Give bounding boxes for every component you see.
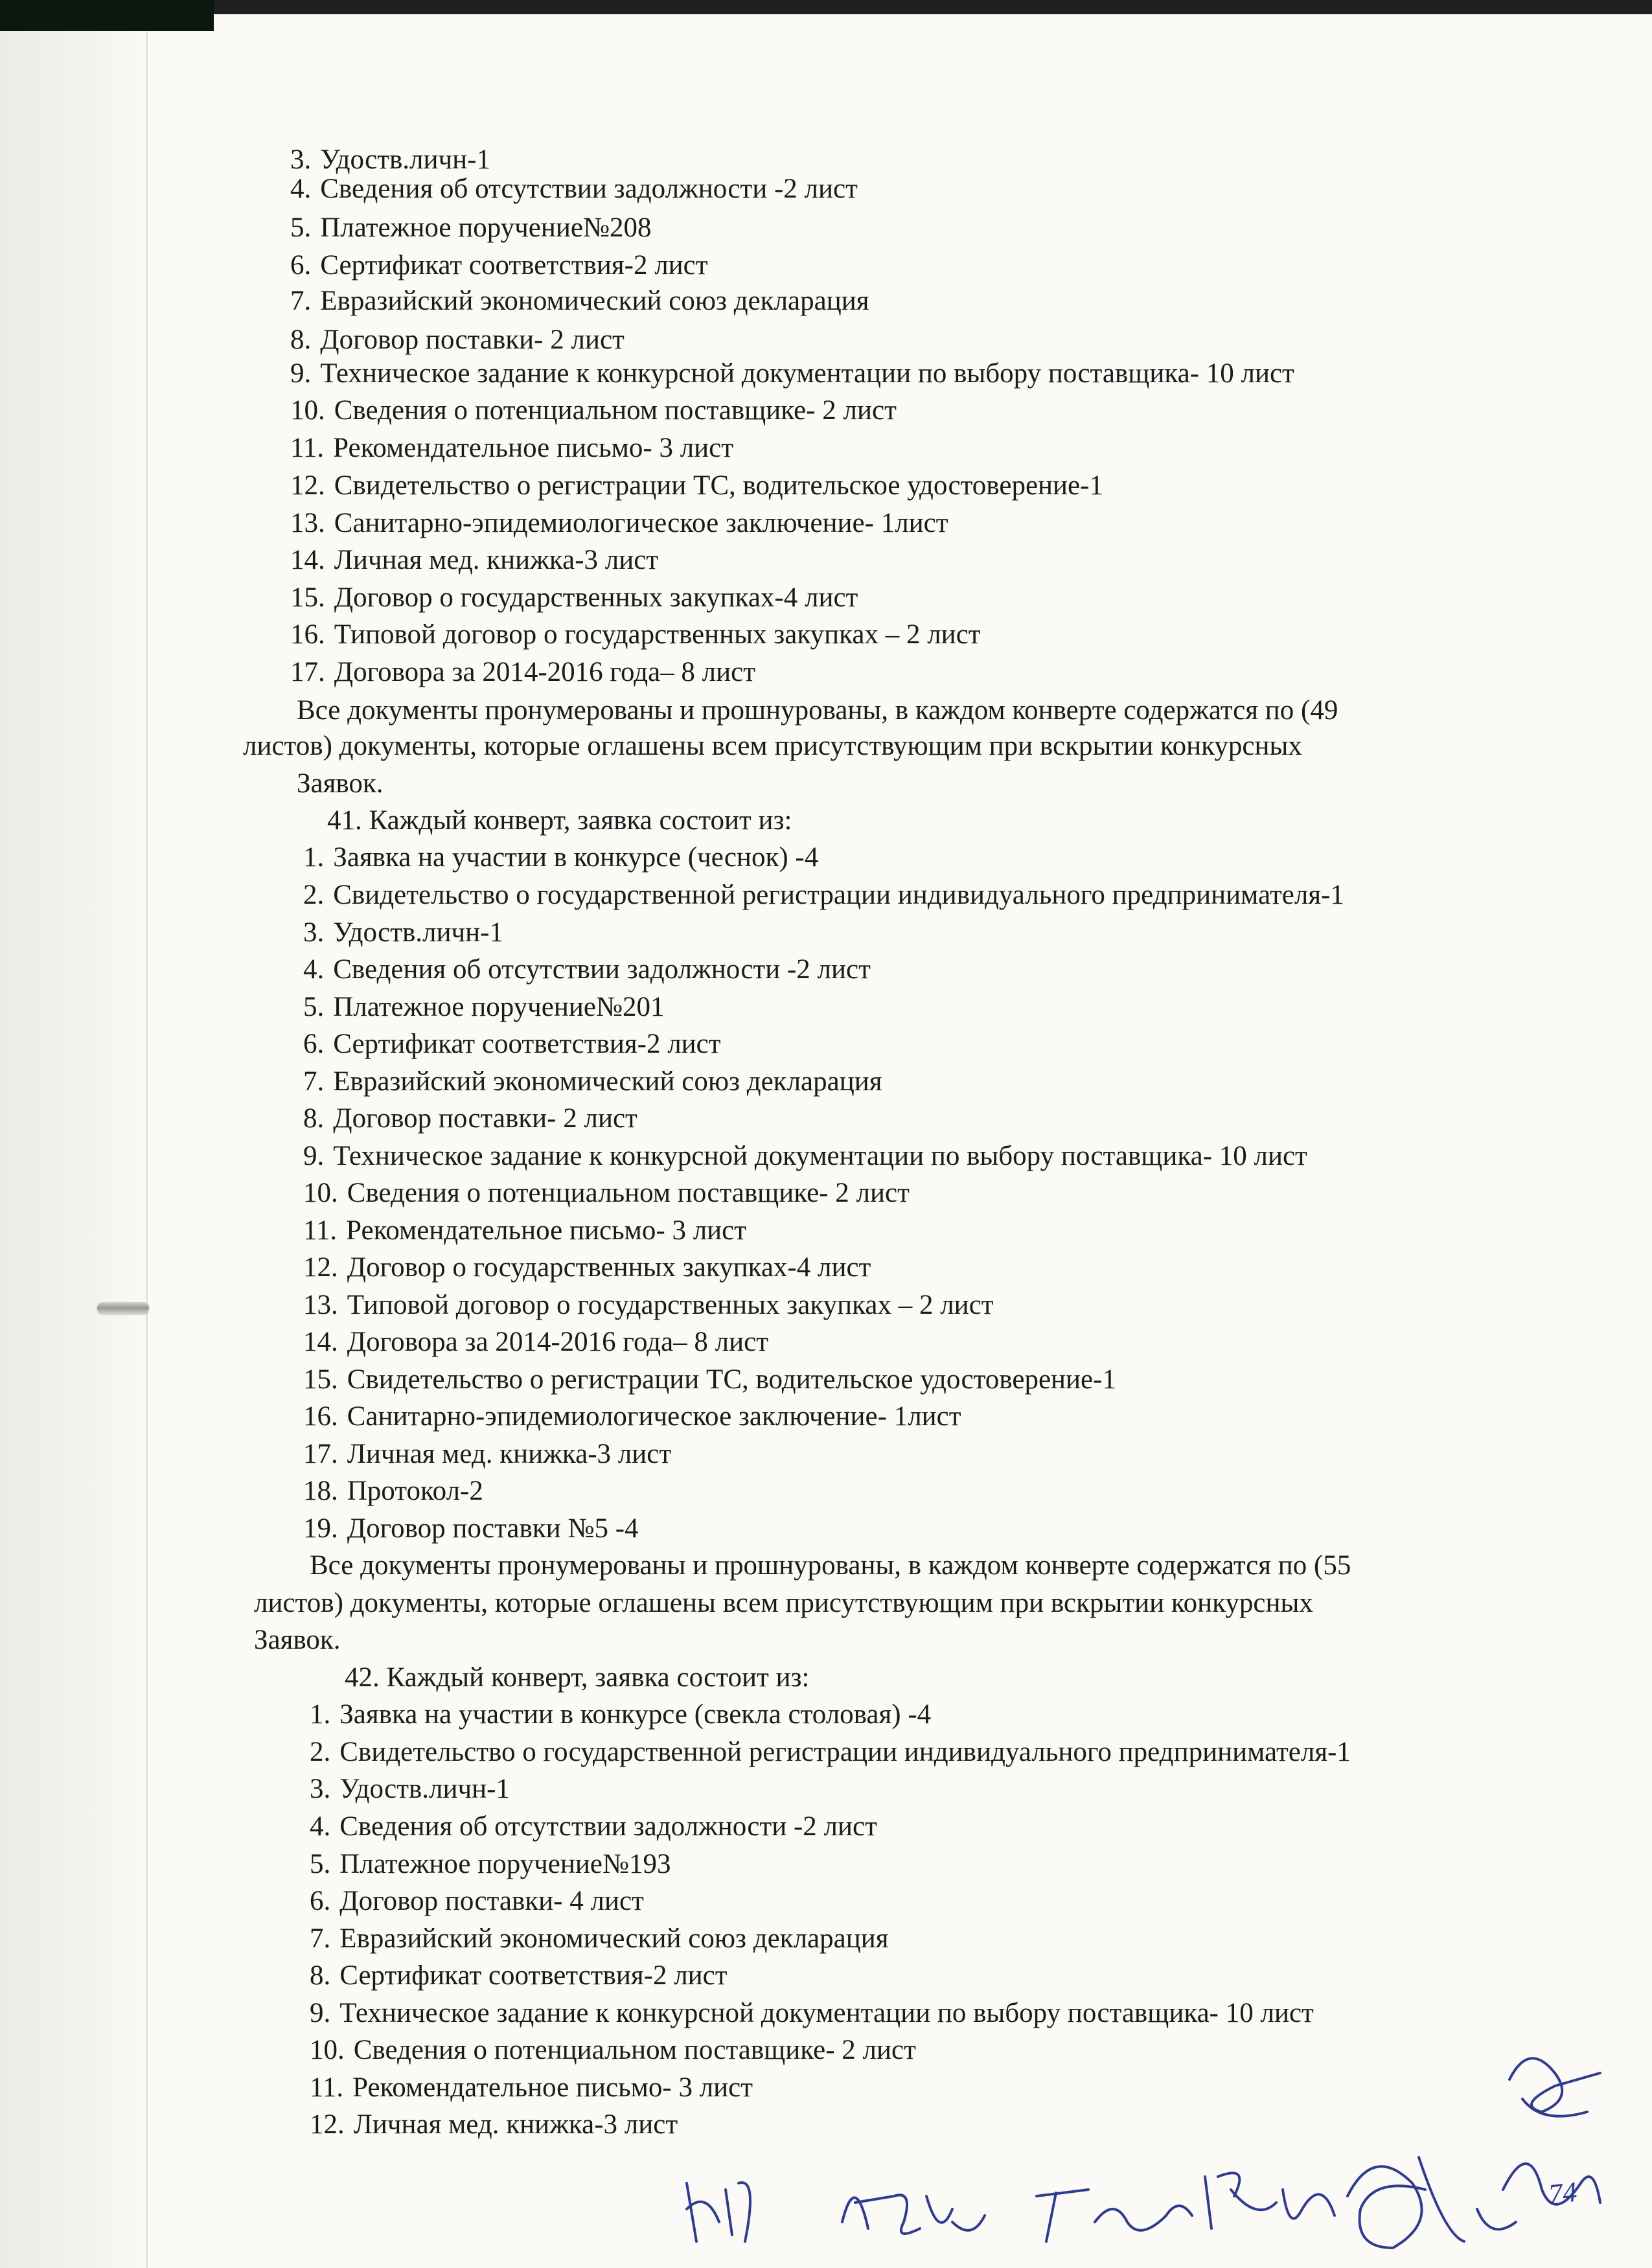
item-text: Платежное поручение№201 (333, 992, 665, 1022)
list-item (310, 1738, 1351, 1766)
summary-paragraph-line: листов) документы, которые оглашены всем присутствующим при вскрытии конкурсных (243, 731, 1302, 761)
list-item (310, 1887, 644, 1915)
item-text: Евразийский экономический союз декларация (339, 1923, 889, 1954)
item-text: Платежное поручение№208 (320, 212, 652, 243)
item-text: Заявка на участии в конкурсе (чеснок) -4 (333, 842, 819, 873)
item-number: 11. (310, 2072, 344, 2103)
item-text: Заявка на участии в конкурсе (свекла столовая) -4 (339, 1699, 932, 1730)
scan-top-edge (0, 0, 1652, 14)
list-item (310, 1775, 510, 1803)
list-item (290, 251, 708, 279)
item-number: 14. (303, 1327, 338, 1357)
item-text: Удоств.личн-1 (320, 144, 490, 175)
item-text: Протокол-2 (347, 1476, 483, 1506)
item-text: Техническое задание к конкурсной документации по выбору поставщика- 10 лист (339, 1998, 1314, 2028)
summary-paragraph-line: Все документы пронумерованы и прошнурованы, в каждом конверте содержатся по (55 (310, 1550, 1351, 1581)
item-text: Свидетельство о государственной регистрации индивидуального предпринимателя-1 (333, 880, 1344, 910)
staple (97, 1302, 149, 1314)
item-number: 13. (290, 508, 325, 538)
item-text: Евразийский экономический союз декларация (320, 286, 869, 316)
list-item (290, 621, 981, 648)
item-number: 5. (310, 1849, 331, 1879)
item-number: 17. (303, 1439, 338, 1469)
list-item (290, 326, 625, 354)
item-text: Договор поставки №5 -4 (347, 1513, 639, 1544)
item-number: 12. (310, 2109, 345, 2140)
item-number: 10. (310, 2035, 345, 2065)
list-item (290, 658, 755, 686)
item-text: Рекомендательное письмо- 3 лист (352, 2072, 753, 2103)
item-number: 3. (303, 917, 325, 948)
item-text: Типовой договор о государственных закупках – 2 лист (334, 619, 981, 650)
item-text: Свидетельство о государственной регистрации индивидуального предпринимателя-1 (339, 1737, 1351, 1767)
item-number: 1. (310, 1699, 331, 1730)
signature-stroke (1348, 2157, 1464, 2248)
list-item (310, 1813, 877, 1840)
item-text: Сведения об отсутствии задолжности -2 лист (320, 174, 858, 204)
list-item (303, 1068, 882, 1095)
item-number: 19. (303, 1513, 338, 1544)
item-number: 3. (310, 1774, 331, 1804)
item-number: 6. (290, 250, 312, 281)
list-item (290, 546, 658, 574)
summary-paragraph-line: Все документы пронумерованы и прошнурованы, в каждом конверте содержатся по (49 (297, 695, 1338, 726)
item-number: 12. (290, 470, 325, 501)
item-text: Санитарно-эпидемиологическое заключение- 1лист (347, 1401, 961, 1432)
item-number: 7. (310, 1923, 331, 1954)
item-number: 16. (290, 619, 325, 650)
summary-paragraph-line: Заявок. (254, 1625, 341, 1655)
item-text: Договор поставки- 2 лист (333, 1103, 637, 1134)
list-item (310, 1701, 931, 1728)
item-number: 4. (310, 1811, 331, 1842)
item-text: Договора за 2014-2016 года– 8 лист (334, 657, 756, 687)
signature-stroke (1205, 2173, 1335, 2228)
item-text: Договор о государственных закупках-4 лист (334, 582, 858, 613)
item-number: 15. (303, 1364, 338, 1395)
list-item (303, 1515, 639, 1542)
item-text: Договора за 2014-2016 года– 8 лист (347, 1327, 769, 1357)
signature-stroke (1037, 2190, 1192, 2241)
item-text: Удоств.личн-1 (339, 1774, 510, 1804)
item-text: Сертификат соответствия-2 лист (320, 250, 708, 281)
item-number: 3. (290, 144, 312, 175)
signature-stroke (687, 2182, 750, 2241)
item-text: Санитарно-эпидемиологическое заключение- 1лист (334, 508, 948, 538)
list-item (290, 584, 858, 612)
list-item (290, 360, 1294, 387)
item-text: Техническое задание к конкурсной документации по выбору поставщика- 10 лист (320, 358, 1294, 389)
list-item (290, 287, 869, 315)
item-number: 2. (310, 1737, 331, 1767)
item-number: 18. (303, 1476, 338, 1506)
item-number: 15. (290, 582, 325, 613)
item-text: Сведения о потенциальном поставщике- 2 лист (353, 2035, 916, 2065)
item-text: Сведения об отсутствии задолжности -2 лист (333, 954, 871, 985)
item-number: 8. (303, 1103, 325, 1134)
item-text: Личная мед. книжка-3 лист (347, 1439, 672, 1469)
list-item (310, 1962, 728, 1989)
list-item (310, 1850, 671, 1878)
item-text: Рекомендательное письмо- 3 лист (333, 433, 734, 463)
list-item (290, 175, 858, 203)
item-number: 8. (310, 1960, 331, 1991)
item-text: Сведения о потенциальном поставщике- 2 лист (334, 395, 897, 426)
item-text: Евразийский экономический союз декларация (333, 1066, 882, 1097)
list-item (310, 2111, 678, 2138)
item-text: Сертификат соответствия-2 лист (333, 1029, 721, 1059)
binding-margin (0, 0, 149, 2268)
scan-corner-shadow (0, 0, 214, 31)
item-number: 4. (303, 954, 325, 985)
item-number: 7. (303, 1066, 325, 1097)
item-text: Сертификат соответствия-2 лист (339, 1960, 728, 1991)
item-number: 11. (290, 433, 325, 463)
list-item (303, 1440, 671, 1468)
item-number: 11. (303, 1215, 338, 1246)
item-number: 6. (310, 1886, 331, 1916)
item-number: 9. (310, 1998, 331, 2028)
item-text: Рекомендательное письмо- 3 лист (346, 1215, 747, 1246)
item-text: Платежное поручение№193 (339, 1849, 671, 1879)
list-item (303, 1366, 1116, 1393)
list-item (303, 881, 1344, 909)
list-item (290, 434, 733, 462)
summary-paragraph-line: Заявок. (297, 768, 384, 799)
item-number: 9. (290, 358, 312, 389)
item-text: Договор поставки- 4 лист (339, 1886, 644, 1916)
signature-stroke (842, 2195, 985, 2234)
item-number: 9. (303, 1141, 325, 1171)
list-item (310, 1999, 1314, 2027)
item-number: 1. (303, 842, 325, 873)
item-number: 2. (303, 880, 325, 910)
list-item (303, 1217, 746, 1244)
item-text: Свидетельство о регистрации ТС, водительское удостоверение-1 (347, 1364, 1116, 1395)
item-text: Сведения о потенциальном поставщике- 2 лист (347, 1178, 910, 1208)
list-item (290, 146, 490, 174)
item-number: 10. (290, 395, 325, 426)
page-number: 74 (1546, 2175, 1579, 2211)
item-text: Типовой договор о государственных закупках – 2 лист (347, 1290, 994, 1320)
item-text: Сведения об отсутствии задолжности -2 лист (339, 1811, 877, 1842)
item-number: 5. (303, 992, 325, 1022)
item-number: 5. (290, 212, 312, 243)
summary-paragraph-line: листов) документы, которые оглашены всем присутствующим при вскрытии конкурсных (254, 1588, 1313, 1618)
list-item (303, 1105, 637, 1132)
list-item (303, 843, 818, 871)
item-number: 10. (303, 1178, 338, 1208)
item-text: Удоств.личн-1 (333, 917, 503, 948)
section-heading: 41. Каждый конверт, заявка состоит из: (327, 805, 792, 836)
list-item (303, 1030, 721, 1058)
list-item (303, 1254, 871, 1281)
signature-stroke (1509, 2058, 1600, 2116)
item-number: 13. (303, 1290, 338, 1320)
list-item (303, 1179, 910, 1207)
item-number: 14. (290, 545, 325, 575)
item-number: 8. (290, 325, 312, 355)
item-number: 6. (303, 1029, 325, 1059)
page-fold (146, 0, 148, 2268)
list-item (290, 509, 948, 537)
item-number: 4. (290, 174, 312, 204)
list-item (310, 1925, 889, 1953)
list-item (303, 919, 503, 946)
list-item (303, 1403, 961, 1430)
list-item (290, 396, 897, 424)
item-number: 16. (303, 1401, 338, 1432)
list-item (290, 214, 651, 242)
list-item (303, 1477, 483, 1505)
item-text: Свидетельство о регистрации ТС, водительское удостоверение-1 (334, 470, 1103, 501)
list-item (303, 993, 664, 1021)
bleed-through-text (311, 45, 316, 67)
list-item (290, 472, 1103, 499)
list-item (303, 1291, 994, 1319)
item-text: Договор поставки- 2 лист (320, 325, 625, 355)
item-text: Техническое задание к конкурсной документации по выбору поставщика- 10 лист (333, 1141, 1307, 1171)
item-number: 12. (303, 1252, 338, 1283)
item-number: 7. (290, 286, 312, 316)
signatures (648, 2028, 1620, 2267)
list-item (303, 956, 871, 983)
item-number: 17. (290, 657, 325, 687)
list-item (303, 1142, 1307, 1170)
margin-scribble (13, 130, 19, 154)
section-heading: 42. Каждый конверт, заявка состоит из: (345, 1662, 810, 1693)
signature-stroke (1477, 2164, 1600, 2229)
item-text: Договор о государственных закупках-4 лист (347, 1252, 871, 1283)
item-text: Личная мед. книжка-3 лист (334, 545, 659, 575)
list-item (303, 1328, 768, 1356)
item-text: Личная мед. книжка-3 лист (353, 2109, 678, 2140)
